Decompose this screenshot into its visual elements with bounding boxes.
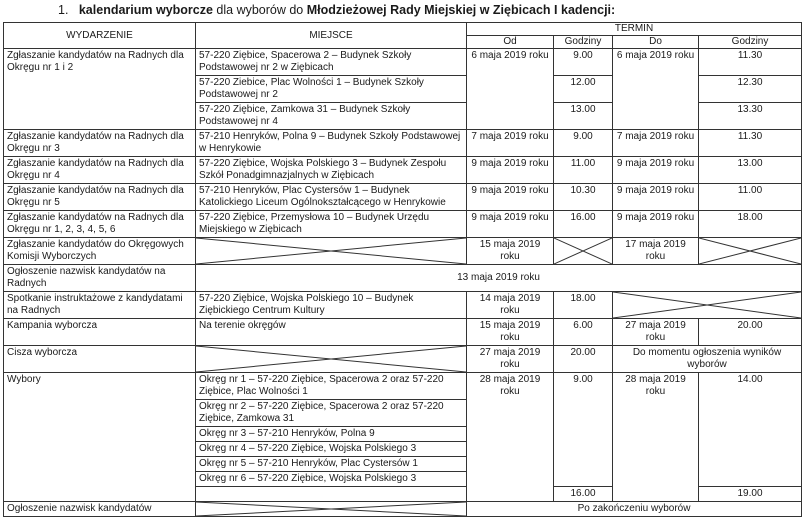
term-cell: Po zakończeniu wyborów [467,502,802,517]
event-cell: Zgłaszanie kandydatów na Radnych dla Okręgu nr 1 i 2 [4,49,196,130]
from-hour-cell: 16.00 [554,211,613,238]
to-date-cell: 7 maja 2019 roku [613,130,699,157]
header-from: Od [467,36,554,49]
to-hour-cell: 11.30 [699,130,802,157]
from-hour-cell: 9.00 [554,49,613,76]
header-hours-from: Godziny [554,36,613,49]
from-date-cell: 7 maja 2019 roku [467,130,554,157]
crossed-out-cell [196,238,467,265]
table-row [4,346,802,373]
table-row [4,211,802,238]
crossed-out-cell [699,238,802,265]
to-date-cell: 9 maja 2019 roku [613,184,699,211]
term-cell: 13 maja 2019 roku [196,265,802,292]
from-hour-cell: 9.00 [554,373,613,487]
event-cell: Zgłaszanie kandydatów na Radnych dla Okręgu nr 1, 2, 3, 4, 5, 6 [4,211,196,238]
event-cell: Zgłaszanie kandydatów na Radnych dla Okręgu nr 3 [4,130,196,157]
table-row [4,265,802,292]
from-date-cell: 15 maja 2019 roku [467,238,554,265]
header-term: TERMIN [467,23,802,36]
from-hour-cell: 6.00 [554,319,613,346]
crossed-out-cell [613,292,802,319]
from-hour-cell: 11.00 [554,157,613,184]
header-place: MIEJSCE [196,23,467,49]
from-date-cell: 15 maja 2019 roku [467,319,554,346]
from-hour-cell: 12.00 [554,76,613,103]
event-cell: Wybory [4,373,196,502]
from-date-cell: 9 maja 2019 roku [467,211,554,238]
to-date-cell: 9 maja 2019 roku [613,157,699,184]
heading-number: 1. [58,3,69,17]
to-hour-cell: 19.00 [699,487,802,502]
place-cell: Na terenie okręgów [196,319,467,346]
event-cell: Ogłoszenie nazwisk kandydatów [4,502,196,517]
table-row [4,319,802,346]
election-calendar-table [3,22,802,517]
heading-middle: dla wyborów do [212,3,307,17]
to-date-cell: 6 maja 2019 roku [613,49,699,130]
document-heading [58,3,615,17]
event-cell: Zgłaszanie kandydatów na Radnych dla Okręgu nr 4 [4,157,196,184]
place-cell: 57-210 Henryków, Plac Cystersów 1 – Budynek Katolickiego Liceum Ogólnokształcącego w Henrykowie [196,184,467,211]
from-date-cell: 9 maja 2019 roku [467,157,554,184]
table-row [4,130,802,157]
to-date-cell: 27 maja 2019 roku [613,319,699,346]
to-date-cell: 28 maja 2019 roku [613,373,699,502]
header-hours-to: Godziny [699,36,802,49]
event-cell: Ogłoszenie nazwisk kandydatów na Radnych [4,265,196,292]
from-hour-cell: 9.00 [554,130,613,157]
header-row [4,23,802,36]
crossed-out-cell [196,502,467,517]
from-date-cell: 14 maja 2019 roku [467,292,554,319]
heading-council-name: Młodzieżowej Rady Miejskiej w Ziębicach I kadencji: [306,3,616,17]
from-date-cell: 27 maja 2019 roku [467,346,554,373]
place-cell: 57-220 Ziębice, Wojska Polskiego 10 – Budynek Ziębickiego Centrum Kultury [196,292,467,319]
to-cell: Do momentu ogłoszenia wyników wyborów [613,346,802,373]
table-row [4,292,802,319]
place-cell: 57-210 Henryków, Polna 9 – Budynek Szkoły Podstawowej w Henrykowie [196,130,467,157]
table-row [4,502,802,517]
from-date-cell: 9 maja 2019 roku [467,184,554,211]
heading-lead: kalendarium wyborcze [78,3,213,17]
header-to: Do [613,36,699,49]
to-hour-cell: 12.30 [699,76,802,103]
table-row [4,49,802,76]
from-hour-cell: 16.00 [554,487,613,502]
from-date-cell: 6 maja 2019 roku [467,49,554,130]
header-event: WYDARZENIE [4,23,196,49]
to-date-cell: 17 maja 2019 roku [613,238,699,265]
place-cell: 57-220 Ziębice, Przemysłowa 10 – Budynek Urzędu Miejskiego w Ziębicach [196,211,467,238]
to-hour-cell: 18.00 [699,211,802,238]
to-hour-cell: 13.00 [699,157,802,184]
table-row [4,184,802,211]
crossed-out-cell [196,346,467,373]
place-cell: Okręg nr 3 – 57-210 Henryków, Polna 9 [196,427,467,442]
event-cell: Kampania wyborcza [4,319,196,346]
event-cell: Spotkanie instruktażowe z kandydatami na Radnych [4,292,196,319]
place-cell: Okręg nr 5 – 57-210 Henryków, Plac Cystersów 1 [196,457,467,472]
table-row [4,373,802,400]
place-cell: Okręg nr 4 – 57-220 Ziębice, Wojska Polskiego 3 [196,442,467,457]
place-cell: 57-220 Ziębice, Zamkowa 31 – Budynek Szkoły Podstawowej nr 4 [196,103,467,130]
place-cell: Okręg nr 1 – 57-220 Ziębice, Spacerowa 2 oraz 57-220 Ziębice, Plac Wolności 1 [196,373,467,400]
place-cell: 57-220 Ziębice, Spacerowa 2 – Budynek Szkoły Podstawowej nr 2 w Ziębicach [196,49,467,76]
table-row [4,238,802,265]
event-cell: Cisza wyborcza [4,346,196,373]
to-hour-cell: 13.30 [699,103,802,130]
from-hour-cell: 13.00 [554,103,613,130]
place-cell: 57-220 Ziębice, Wojska Polskiego 3 – Budynek Zespołu Szkół Ponadgimnazjalnych w Ziębicach [196,157,467,184]
from-hour-cell: 18.00 [554,292,613,319]
to-hour-cell: 20.00 [699,319,802,346]
place-cell-empty [196,487,467,502]
to-hour-cell: 11.00 [699,184,802,211]
event-cell: Zgłaszanie kandydatów na Radnych dla Okręgu nr 5 [4,184,196,211]
from-hour-cell: 20.00 [554,346,613,373]
to-date-cell: 9 maja 2019 roku [613,211,699,238]
crossed-out-cell [554,238,613,265]
to-hour-cell: 11.30 [699,49,802,76]
place-cell: Okręg nr 2 – 57-220 Ziębice, Spacerowa 2 oraz 57-220 Ziębice, Zamkowa 31 [196,400,467,427]
to-hour-cell: 14.00 [699,373,802,487]
from-date-cell: 28 maja 2019 roku [467,373,554,502]
event-cell: Zgłaszanie kandydatów do Okręgowych Komisji Wyborczych [4,238,196,265]
table-row [4,157,802,184]
from-hour-cell: 10.30 [554,184,613,211]
place-cell: Okręg nr 6 – 57-220 Ziębice, Wojska Polskiego 3 [196,472,467,487]
place-cell: 57-220 Ziebice, Plac Wolności 1 – Budynek Szkoły Podstawowej nr 2 [196,76,467,103]
